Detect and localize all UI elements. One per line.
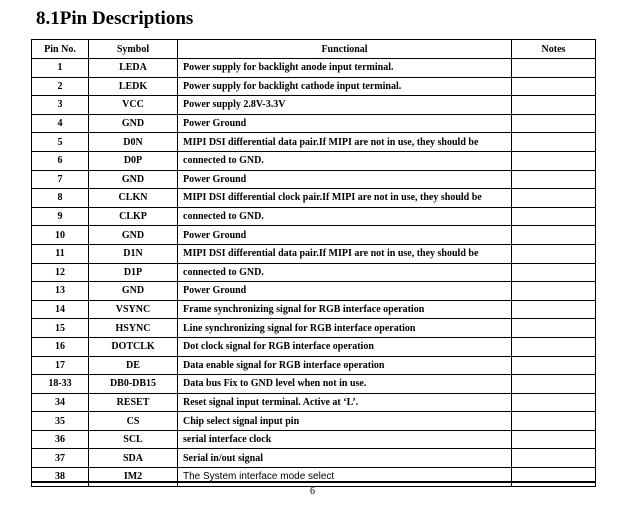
cell-notes (512, 319, 596, 338)
table-row (32, 59, 596, 78)
cell-symbol: LEDK (89, 77, 178, 96)
cell-pin-number: 36 (32, 430, 89, 449)
cell-pin-number: 38 (32, 468, 89, 487)
cell-symbol: RESET (89, 393, 178, 412)
cell-functional: MIPI DSI differential data pair.If MIPI are not in use, they should be (178, 133, 512, 152)
cell-pin-number: 10 (32, 226, 89, 245)
cell-symbol: CLKP (89, 207, 178, 226)
cell-pin-number: 11 (32, 244, 89, 263)
cell-notes (512, 114, 596, 133)
table-body (32, 59, 596, 487)
cell-pin-number: 8 (32, 189, 89, 208)
cell-notes (512, 468, 596, 487)
cell-notes (512, 244, 596, 263)
cell-symbol: DOTCLK (89, 337, 178, 356)
cell-functional: Dot clock signal for RGB interface operation (178, 337, 512, 356)
column-header-notes: Notes (512, 40, 596, 59)
table-row (32, 356, 596, 375)
cell-functional: Reset signal input terminal. Active at ‘L’. (178, 393, 512, 412)
table-row (32, 468, 596, 487)
table-row (32, 393, 596, 412)
cell-pin-number: 5 (32, 133, 89, 152)
cell-notes (512, 337, 596, 356)
cell-functional: Serial in/out signal (178, 449, 512, 468)
cell-functional: MIPI DSI differential clock pair.If MIPI are not in use, they should be (178, 189, 512, 208)
table-row (32, 207, 596, 226)
cell-notes (512, 263, 596, 282)
cell-functional: MIPI DSI differential data pair.If MIPI are not in use, they should be (178, 244, 512, 263)
table-row (32, 375, 596, 394)
table-header-row (32, 40, 596, 59)
cell-notes (512, 170, 596, 189)
cell-symbol: GND (89, 226, 178, 245)
cell-symbol: DB0-DB15 (89, 375, 178, 394)
table-row (32, 114, 596, 133)
cell-functional: Chip select signal input pin (178, 412, 512, 431)
cell-symbol: D1P (89, 263, 178, 282)
table-row (32, 133, 596, 152)
cell-notes (512, 133, 596, 152)
cell-notes (512, 412, 596, 431)
cell-functional: Power Ground (178, 282, 512, 301)
table-row (32, 77, 596, 96)
cell-pin-number: 12 (32, 263, 89, 282)
cell-pin-number: 7 (32, 170, 89, 189)
cell-functional: Power Ground (178, 226, 512, 245)
table-row (32, 319, 596, 338)
table-row (32, 412, 596, 431)
cell-pin-number: 16 (32, 337, 89, 356)
cell-functional: connected to GND. (178, 263, 512, 282)
cell-notes (512, 207, 596, 226)
cell-notes (512, 430, 596, 449)
cell-pin-number: 6 (32, 151, 89, 170)
cell-pin-number: 2 (32, 77, 89, 96)
cell-notes (512, 226, 596, 245)
cell-functional: connected to GND. (178, 207, 512, 226)
table-row (32, 170, 596, 189)
cell-functional: Data bus Fix to GND level when not in use. (178, 375, 512, 394)
cell-symbol: DE (89, 356, 178, 375)
cell-symbol: IM2 (89, 468, 178, 487)
cell-pin-number: 4 (32, 114, 89, 133)
cell-pin-number: 3 (32, 96, 89, 115)
cell-functional: Power Ground (178, 170, 512, 189)
pin-description-table (31, 39, 596, 487)
cell-symbol: D0P (89, 151, 178, 170)
table-row (32, 226, 596, 245)
cell-notes (512, 77, 596, 96)
cell-functional: Power Ground (178, 114, 512, 133)
table-row (32, 263, 596, 282)
cell-functional: Frame synchronizing signal for RGB interface operation (178, 300, 512, 319)
cell-symbol: GND (89, 282, 178, 301)
cell-functional: Power supply 2.8V-3.3V (178, 96, 512, 115)
cell-notes (512, 151, 596, 170)
cell-symbol: VSYNC (89, 300, 178, 319)
cell-pin-number: 37 (32, 449, 89, 468)
cell-notes (512, 300, 596, 319)
table-row (32, 96, 596, 115)
cell-symbol: CS (89, 412, 178, 431)
cell-pin-number: 9 (32, 207, 89, 226)
cell-functional: Data enable signal for RGB interface operation (178, 356, 512, 375)
cell-notes (512, 96, 596, 115)
cell-pin-number: 17 (32, 356, 89, 375)
footer-rule (31, 481, 595, 483)
cell-functional: Line synchronizing signal for RGB interface operation (178, 319, 512, 338)
cell-symbol: SDA (89, 449, 178, 468)
cell-symbol: LEDA (89, 59, 178, 78)
cell-symbol: D0N (89, 133, 178, 152)
cell-symbol: HSYNC (89, 319, 178, 338)
cell-pin-number: 18-33 (32, 375, 89, 394)
table-row (32, 337, 596, 356)
column-header-symbol: Symbol (89, 40, 178, 59)
cell-notes (512, 449, 596, 468)
cell-symbol: GND (89, 114, 178, 133)
cell-functional: The System interface mode select (178, 468, 512, 487)
cell-notes (512, 189, 596, 208)
cell-notes (512, 375, 596, 394)
cell-symbol: D1N (89, 244, 178, 263)
section-heading: 8.1Pin Descriptions (36, 8, 194, 29)
cell-functional: connected to GND. (178, 151, 512, 170)
table-row (32, 430, 596, 449)
column-header-functional: Functional (178, 40, 512, 59)
cell-pin-number: 35 (32, 412, 89, 431)
cell-notes (512, 393, 596, 412)
table-row (32, 151, 596, 170)
cell-pin-number: 15 (32, 319, 89, 338)
cell-functional: Power supply for backlight anode input terminal. (178, 59, 512, 78)
table-row (32, 189, 596, 208)
cell-pin-number: 34 (32, 393, 89, 412)
cell-pin-number: 1 (32, 59, 89, 78)
cell-functional: Power supply for backlight cathode input terminal. (178, 77, 512, 96)
cell-notes (512, 59, 596, 78)
table-row (32, 244, 596, 263)
cell-functional: serial interface clock (178, 430, 512, 449)
cell-symbol: CLKN (89, 189, 178, 208)
cell-symbol: SCL (89, 430, 178, 449)
page-number: 6 (310, 486, 315, 497)
column-header-pin: Pin No. (32, 40, 89, 59)
table-row (32, 449, 596, 468)
cell-pin-number: 14 (32, 300, 89, 319)
cell-pin-number: 13 (32, 282, 89, 301)
cell-symbol: GND (89, 170, 178, 189)
table-row (32, 282, 596, 301)
table-row (32, 300, 596, 319)
cell-notes (512, 282, 596, 301)
cell-symbol: VCC (89, 96, 178, 115)
cell-notes (512, 356, 596, 375)
